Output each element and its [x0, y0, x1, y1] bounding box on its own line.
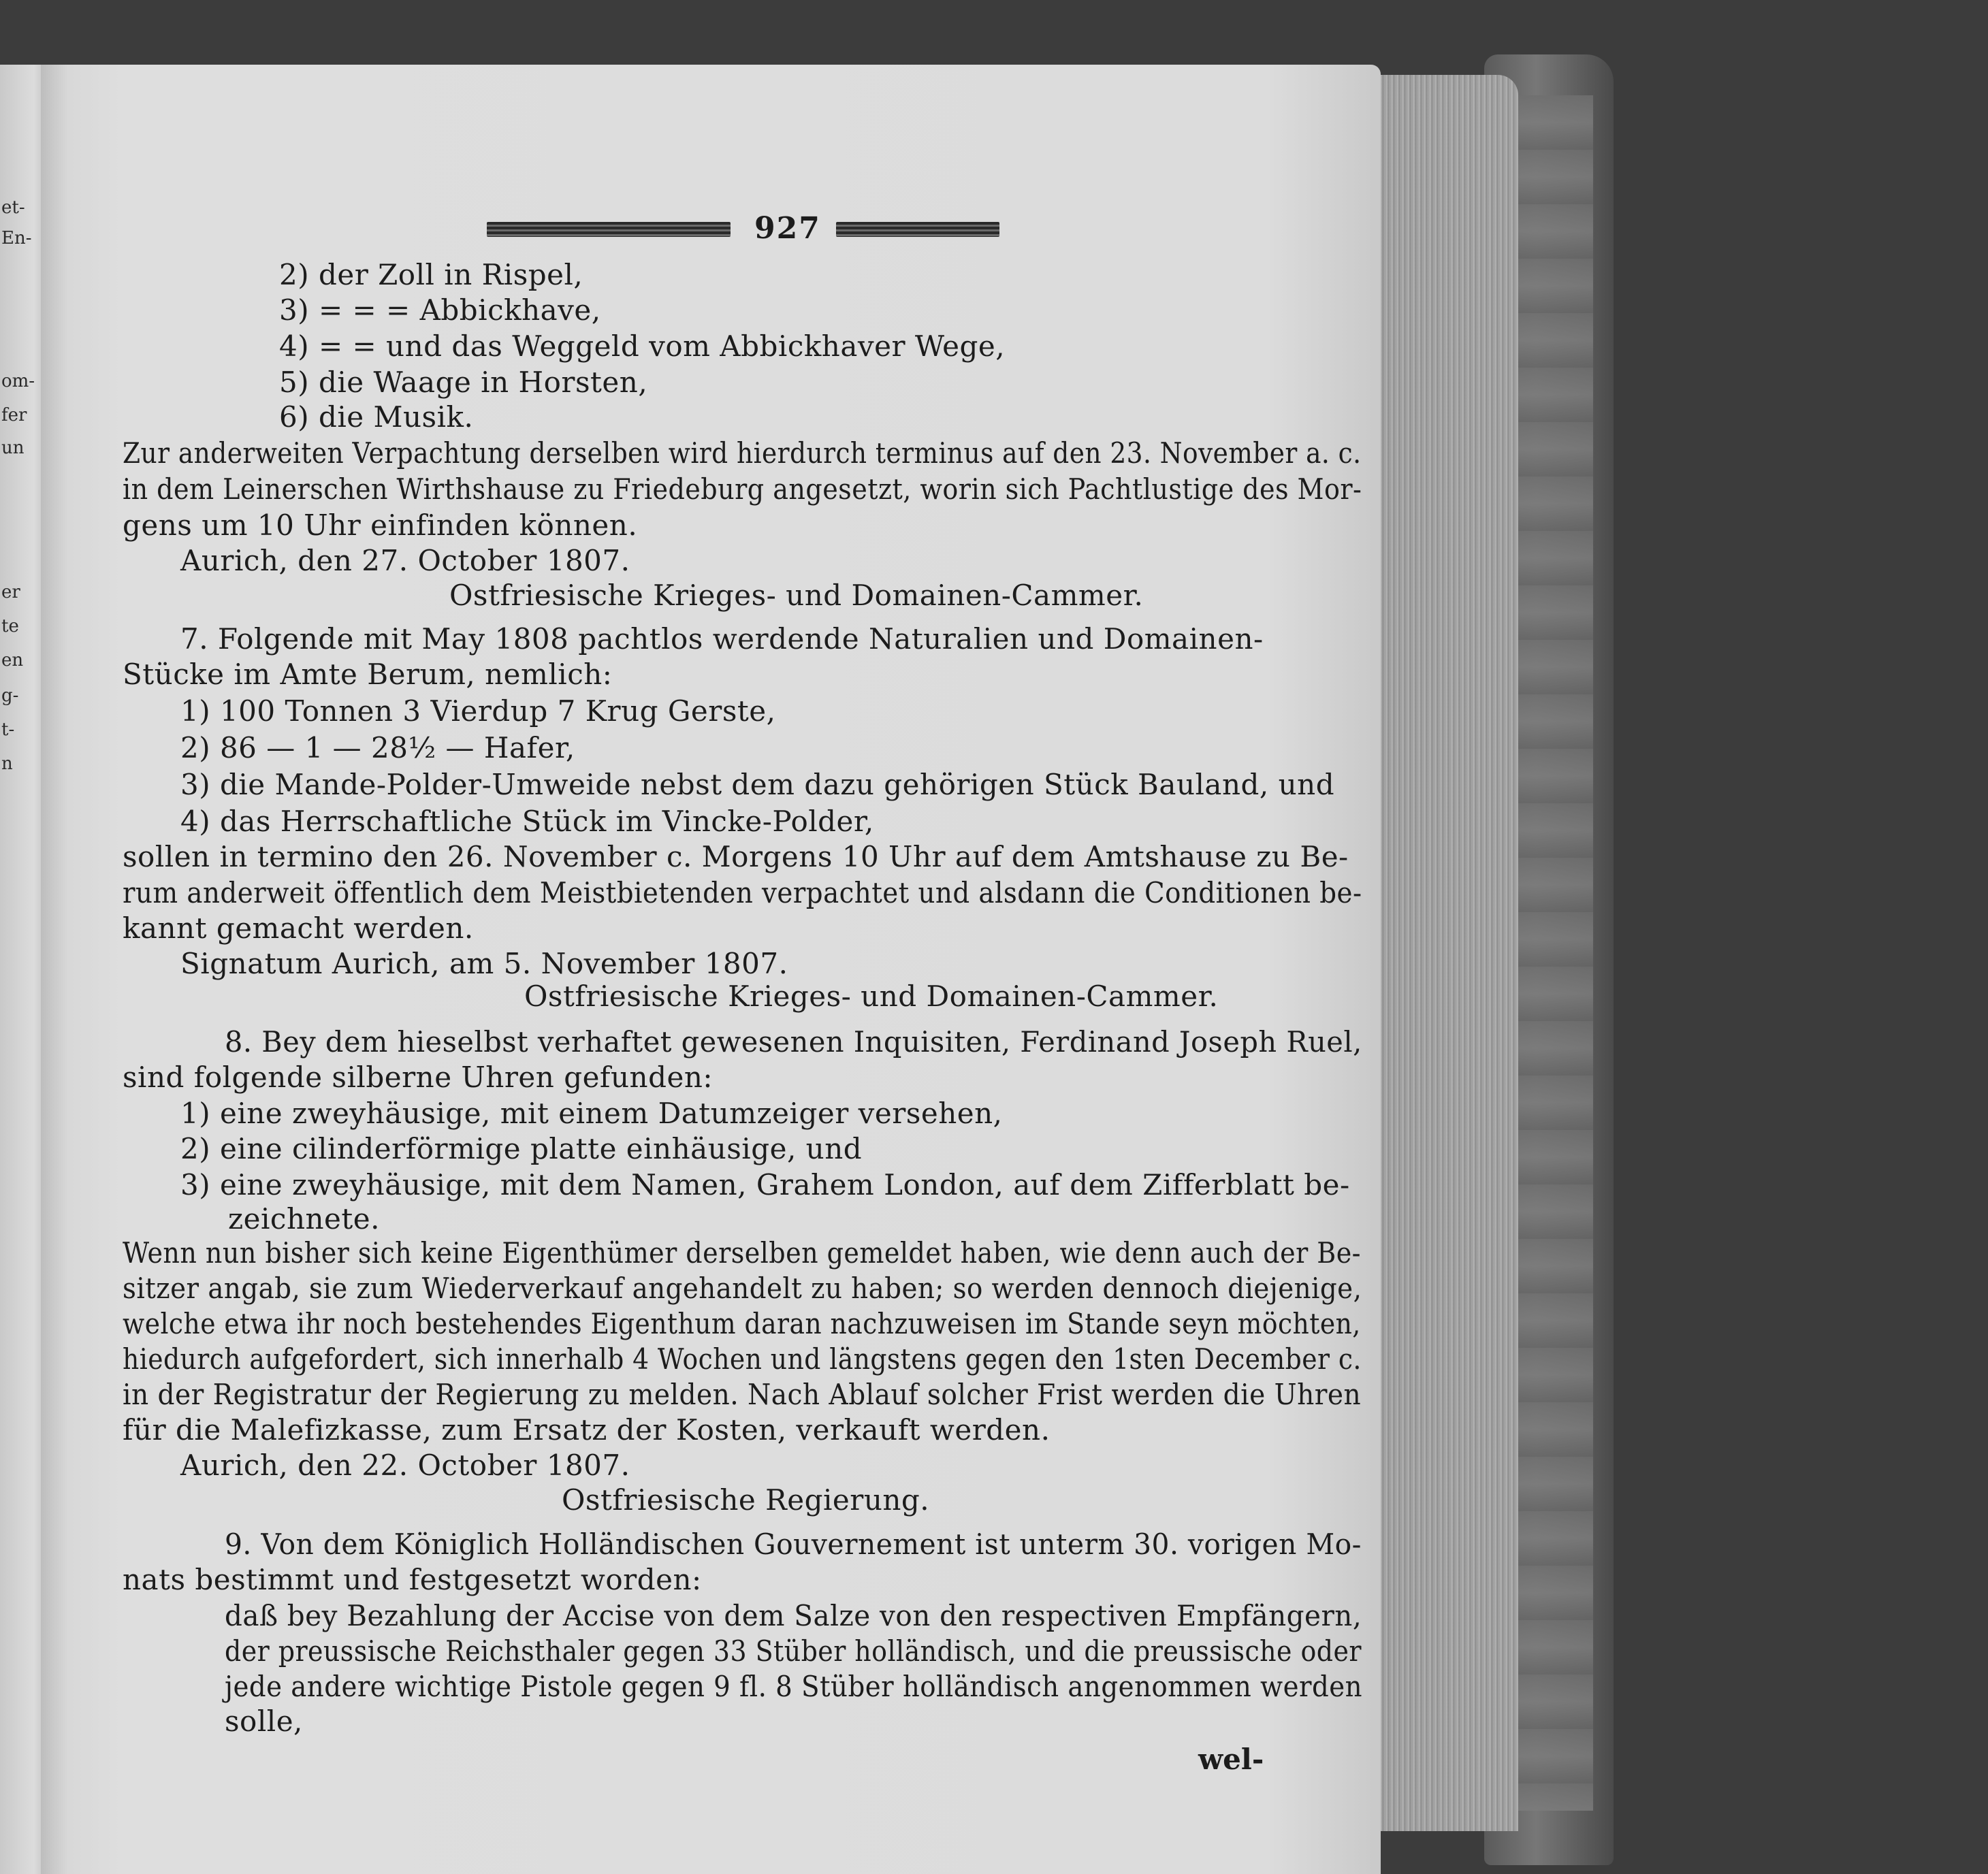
paragraph-line: gens um 10 Uhr einfinden können.	[123, 508, 638, 542]
left-page-fragment: t-	[1, 720, 15, 740]
list-item: 5) die Waage in Horsten,	[279, 366, 648, 399]
signature: Ostfriesische Regierung.	[562, 1483, 930, 1517]
left-page-fragment: En-	[1, 228, 32, 248]
header-rule-right	[836, 222, 999, 237]
dateline: Aurich, den 27. October 1807.	[180, 544, 630, 577]
left-page-fragment: er	[1, 582, 20, 602]
list-item: 3) = = = Abbickhave,	[279, 293, 601, 327]
paragraph-line: der preussische Reichsthaler gegen 33 Stüber holländisch, und die preussische oder	[225, 1634, 1362, 1668]
section-intro: nats bestimmt und festgesetzt worden:	[123, 1563, 702, 1596]
section-intro: 9. Von dem Königlich Holländischen Gouvernement ist unterm 30. vorigen Mo-	[225, 1528, 1362, 1561]
left-page-fragment: en	[1, 650, 24, 671]
dateline: Aurich, den 22. October 1807.	[180, 1449, 630, 1482]
left-page-fragment: fer	[1, 405, 27, 425]
list-item: 2) der Zoll in Rispel,	[279, 258, 583, 291]
paragraph-line: in dem Leinerschen Wirthshause zu Friedeburg angesetzt, worin sich Pachtlustige des Mor-	[123, 472, 1362, 506]
page-number: 927	[754, 211, 821, 246]
page	[41, 65, 1381, 1874]
section-intro: Stücke im Amte Berum, nemlich:	[123, 658, 613, 691]
left-page-fragment: un	[1, 438, 25, 458]
paragraph-line: für die Malefizkasse, zum Ersatz der Kosten, verkauft werden.	[123, 1413, 1051, 1447]
header-rule-left	[487, 222, 731, 237]
paragraph-line: daß bey Bezahlung der Accise von dem Salze von den respectiven Empfängern,	[225, 1599, 1362, 1632]
list-item: 1) 100 Tonnen 3 Vierdup 7 Krug Gerste,	[180, 694, 776, 728]
signature: Ostfriesische Krieges- und Domainen-Cammer.	[449, 579, 1144, 612]
left-page-fragment: te	[1, 616, 19, 636]
paragraph-line: hiedurch aufgefordert, sich innerhalb 4 Wochen und längstens gegen den 1sten December c.	[123, 1342, 1362, 1376]
paragraph-line: jede andere wichtige Pistole gegen 9 fl. 8 Stüber holländisch angenommen werden	[225, 1670, 1363, 1703]
paragraph-line: Wenn nun bisher sich keine Eigenthümer derselben gemeldet haben, wie denn auch der Be-	[123, 1236, 1361, 1270]
left-page-fragment: n	[1, 754, 13, 774]
list-item: 3) eine zweyhäusige, mit dem Namen, Grahem London, auf dem Zifferblatt be-	[180, 1168, 1350, 1201]
list-item: 6) die Musik.	[279, 400, 474, 434]
paragraph-line: kannt gemacht werden.	[123, 911, 474, 945]
list-item: 4) das Herrschaftliche Stück im Vincke-Polder,	[180, 805, 874, 838]
paragraph-line: solle,	[225, 1705, 303, 1738]
paragraph-line: in der Registratur der Regierung zu melden. Nach Ablauf solcher Frist werden die Uhren	[123, 1378, 1362, 1411]
book-cover-texture	[1511, 95, 1593, 1811]
paragraph-line: sitzer angab, sie zum Wiederverkauf angehandelt zu haben; so werden dennoch diejenige,	[123, 1272, 1362, 1305]
list-item: 4) = = und das Weggeld vom Abbickhaver Wege,	[279, 329, 1006, 363]
left-page-fragment: g-	[1, 685, 19, 706]
dateline: Signatum Aurich, am 5. November 1807.	[180, 947, 788, 980]
left-page-fragment: om-	[1, 371, 35, 391]
section-intro: 7. Folgende mit May 1808 pachtlos werdende Naturalien und Domainen-	[180, 622, 1264, 656]
catchword: wel-	[1198, 1743, 1264, 1776]
list-item: zeichnete.	[228, 1202, 380, 1235]
signature: Ostfriesische Krieges- und Domainen-Cammer.	[524, 980, 1219, 1013]
list-item: 2) 86 — 1 — 28½ — Hafer,	[180, 731, 575, 764]
page-header	[123, 211, 1294, 252]
left-page-fragment: et-	[1, 197, 25, 218]
section-intro: 8. Bey dem hieselbst verhaftet gewesenen Inquisiten, Ferdinand Joseph Ruel,	[225, 1025, 1362, 1059]
paragraph-line: welche etwa ihr noch bestehendes Eigenthum daran nachzuweisen im Stande seyn möchten,	[123, 1307, 1361, 1340]
list-item: 2) eine cilinderförmige platte einhäusige, und	[180, 1132, 863, 1165]
section-intro: sind folgende silberne Uhren gefunden:	[123, 1061, 714, 1094]
list-item: 3) die Mande-Polder-Umweide nebst dem dazu gehörigen Stück Bauland, und	[180, 768, 1335, 801]
paragraph-line: sollen in termino den 26. November c. Morgens 10 Uhr auf dem Amtshause zu Be-	[123, 840, 1349, 873]
list-item: 1) eine zweyhäusige, mit einem Datumzeiger versehen,	[180, 1097, 1003, 1130]
paragraph-line: rum anderweit öffentlich dem Meistbietenden verpachtet und alsdann die Conditionen be-	[123, 876, 1362, 909]
paragraph-line: Zur anderweiten Verpachtung derselben wird hierdurch terminus auf den 23. November a. c.	[123, 436, 1362, 470]
page-block-edges	[1368, 75, 1518, 1831]
